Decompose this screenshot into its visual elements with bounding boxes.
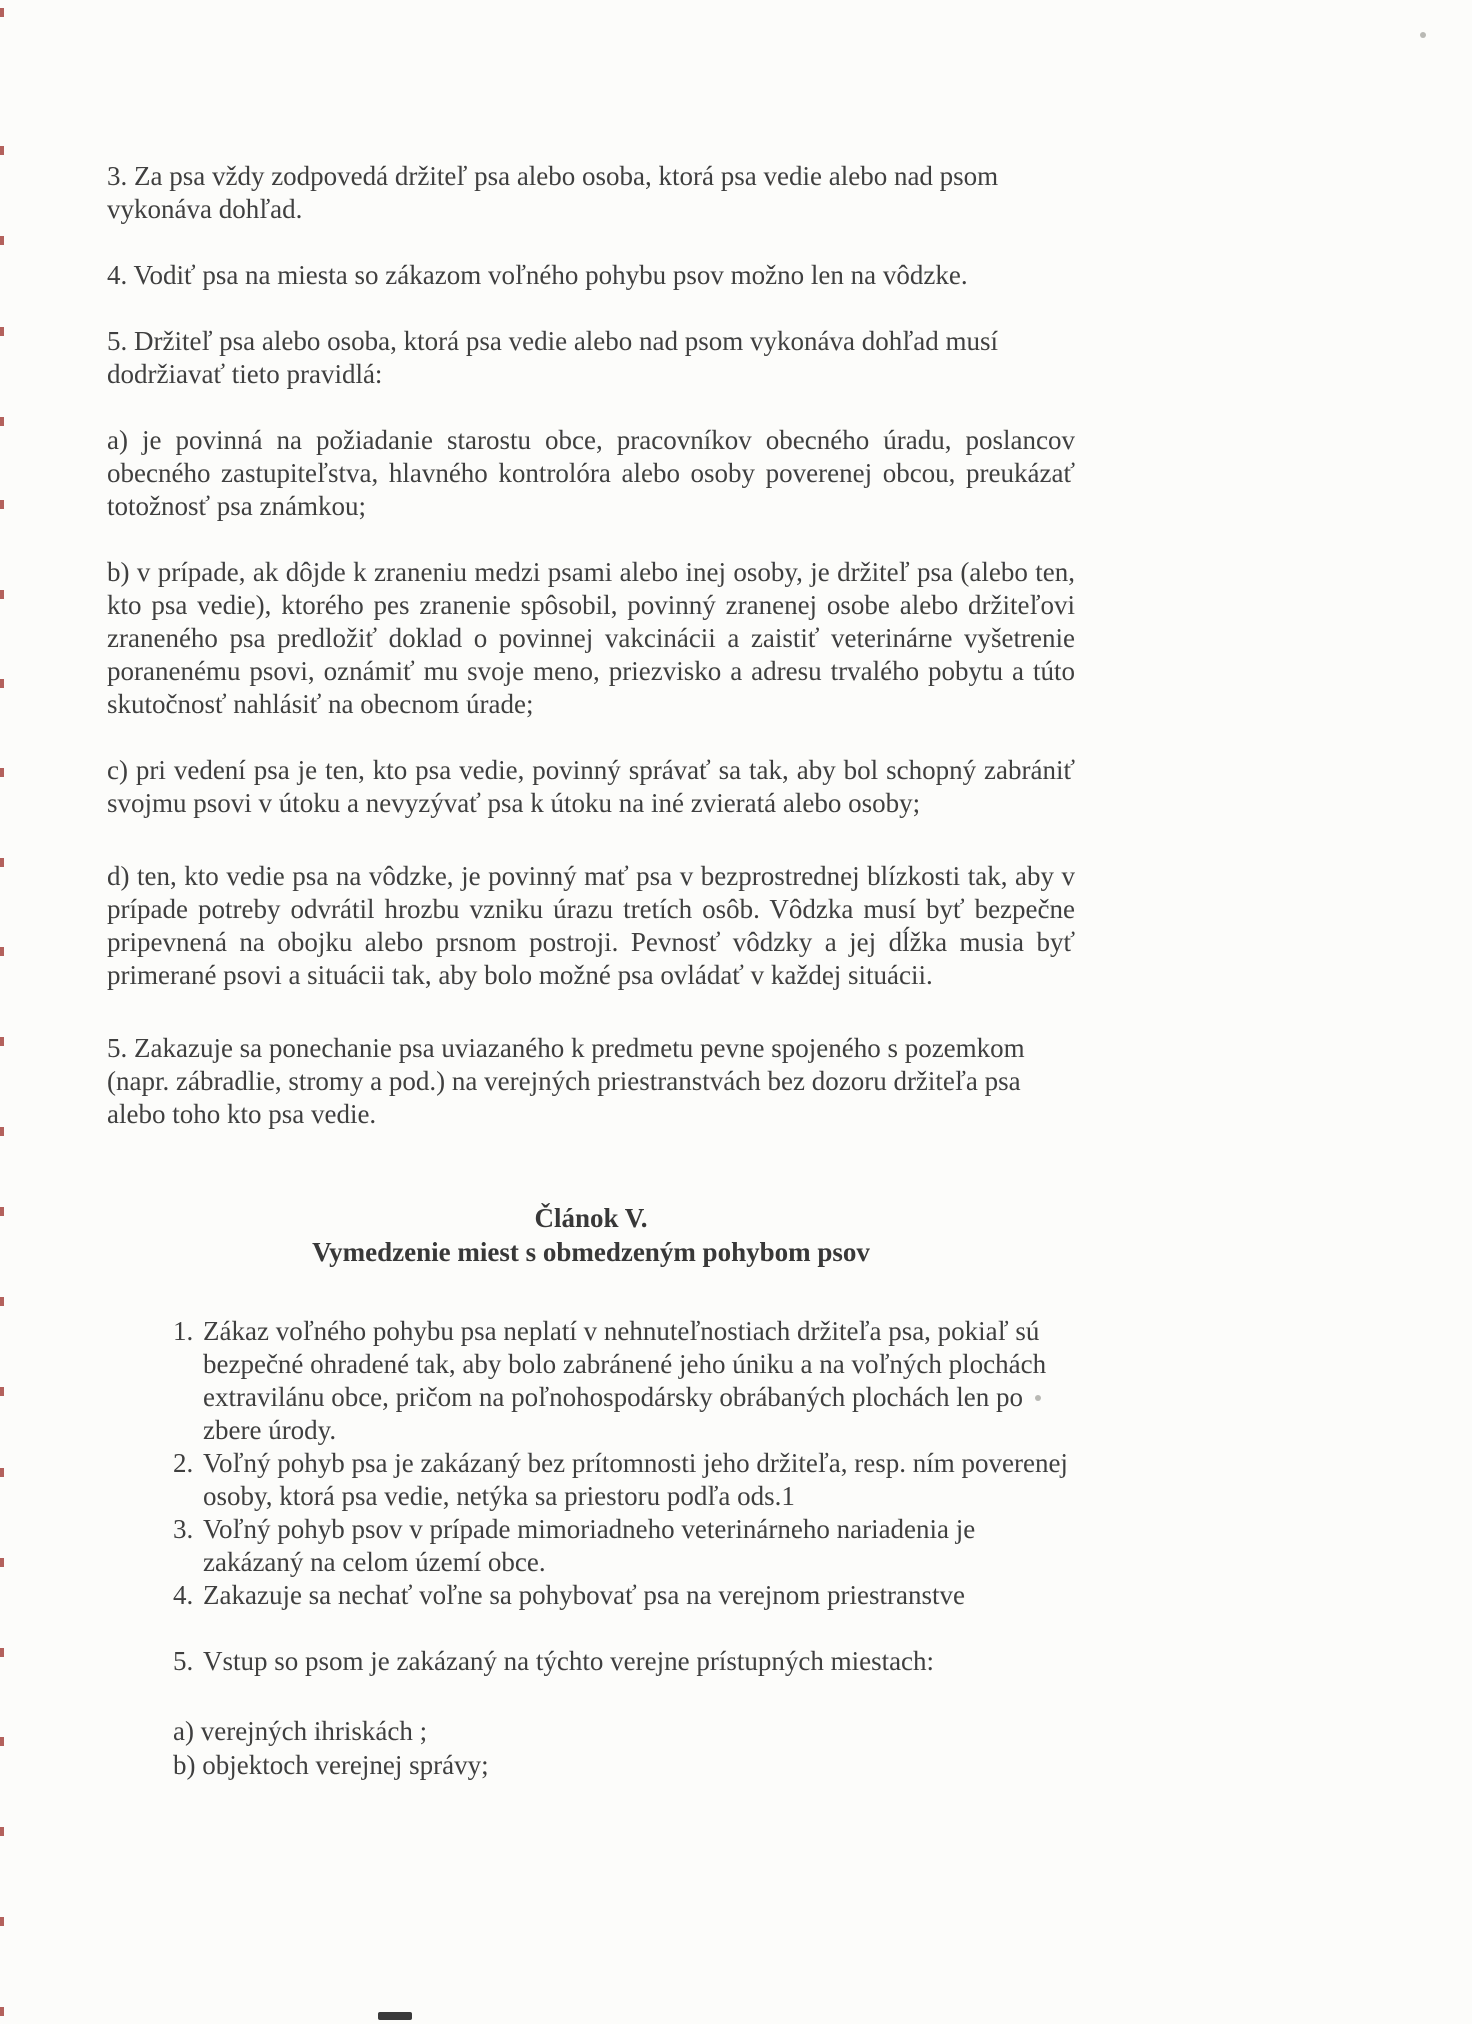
paragraph-rule-d: d) ten, kto vedie psa na vôdzke, je povinný mať psa v bezprostrednej blízkosti tak, aby v prípade potreby odvrátil hrozbu vzniku úrazu tretích osôb. Vôdzka musí byť bezpečne pripevnená na obojku alebo prsnom postroji. Pevnosť vôdzky a jej dĺžka musia byť primerané psovi a situácii tak, aby bolo možné psa ovládať v každej situácii. <box>107 861 1075 990</box>
scan-edge-artifact <box>0 417 4 426</box>
list-item-5 <box>173 1645 1075 1678</box>
scan-edge-artifact <box>0 500 4 509</box>
scan-speck-artifact <box>1420 32 1426 38</box>
scan-edge-artifact <box>0 590 4 599</box>
paragraph-rule-a: a) je povinná na požiadanie starostu obce, pracovníkov obecného úradu, poslancov obecného zastupiteľstva, hlavného kontrolóra alebo osoby poverenej obcou, preukázať totožnosť psa známkou; <box>107 425 1075 521</box>
scan-edge-artifact <box>0 1127 4 1136</box>
scan-edge-artifact <box>0 947 4 956</box>
list-item-number: 2. <box>173 1448 194 1478</box>
scan-edge-artifact <box>0 327 4 336</box>
list-item-4 <box>173 1579 1075 1612</box>
article-heading <box>107 1201 1075 1269</box>
scan-edge-artifact <box>0 1387 4 1396</box>
list-item-2 <box>173 1447 1075 1513</box>
list-item-text: Vstup so psom je zakázaný na týchto verejne prístupných miestach: <box>203 1646 935 1676</box>
document-text-block <box>107 160 1075 1782</box>
list-item-text: Voľný pohyb psov v prípade mimoriadneho veterinárneho nariadenia je zakázaný na celom území obce. <box>203 1514 976 1577</box>
scan-edge-artifact <box>0 1037 4 1046</box>
sub-item-a: a) verejných ihriskách ; <box>173 1716 428 1746</box>
list-item-number: 4. <box>173 1580 194 1610</box>
scan-edge-artifact <box>0 1737 4 1746</box>
paragraph-3: 3. Za psa vždy zodpovedá držiteľ psa alebo osoba, ktorá psa vedie alebo nad psom vykonáva dohľad. <box>107 161 999 224</box>
scan-edge-artifact <box>0 858 4 867</box>
list-item-number: 1. <box>173 1316 194 1346</box>
scan-edge-artifact <box>0 1297 4 1306</box>
scan-edge-artifact <box>0 8 4 17</box>
scan-edge-artifact <box>0 1827 4 1836</box>
sub-item-list <box>173 1714 1075 1782</box>
scan-edge-artifact <box>0 1917 4 1926</box>
paragraph-5-prohibition: 5. Zakazuje sa ponechanie psa uviazaného k predmetu pevne spojeného s pozemkom (napr. zábradlie, stromy a pod.) na verejných priestranstvách bez dozoru držiteľa psa alebo toho kto psa vedie. <box>107 1033 1025 1129</box>
scan-edge-artifact <box>0 236 4 245</box>
scan-speck-artifact <box>1035 1395 1041 1401</box>
list-item-1 <box>173 1315 1075 1447</box>
scan-edge-artifact <box>0 1468 4 1477</box>
list-item-number: 5. <box>173 1646 194 1676</box>
list-item-text: Zakazuje sa nechať voľne sa pohybovať psa na verejnom priestranstve <box>203 1580 966 1610</box>
paragraph-rule-c: c) pri vedení psa je ten, kto psa vedie, povinný správať sa tak, aby bol schopný zabrániť svojmu psovi v útoku a nevyzývať psa k útoku na iné zvieratá alebo osoby; <box>107 755 1075 818</box>
scan-edge-artifact <box>0 146 4 155</box>
list-item-text: Zákaz voľného pohybu psa neplatí v nehnuteľnostiach držiteľa psa, pokiaľ sú bezpečné ohradené tak, aby bolo zabránené jeho úniku a na voľných plochách extravilánu obce, pričom na poľnohospodársky obrábaných plochách len po zbere úrody. <box>203 1316 1047 1445</box>
scan-edge-artifact <box>0 1648 4 1657</box>
list-item-3 <box>173 1513 1075 1579</box>
article-subtitle: Vymedzenie miest s obmedzeným pohybom psov <box>312 1237 870 1267</box>
scan-edge-artifact <box>0 2007 4 2016</box>
sub-item-b: b) objektoch verejnej správy; <box>173 1750 489 1780</box>
list-item-text: Voľný pohyb psa je zakázaný bez prítomnosti jeho držiteľa, resp. ním poverenej osoby, ktorá psa vedie, netýka sa priestoru podľa ods.1 <box>203 1448 1068 1511</box>
paragraph-rule-b: b) v prípade, ak dôjde k zraneniu medzi psami alebo inej osoby, je držiteľ psa (alebo ten, kto psa vedie), ktorého pes zranenie spôsobil, povinný zranenej osobe alebo držiteľovi zraneného psa predložiť doklad o povinnej vakcinácii a zaistiť veterinárne vyšetrenie poranenému psovi, oznámiť mu svoje meno, priezvisko a adresu trvalého pobytu a túto skutočnosť nahlásiť na obecnom úrade; <box>107 557 1075 719</box>
scan-edge-artifact <box>0 1558 4 1567</box>
scan-edge-artifact <box>0 768 4 777</box>
paragraph-4: 4. Vodiť psa na miesta so zákazom voľného pohybu psov možno len na vôdzke. <box>107 260 968 290</box>
numbered-list <box>173 1315 1075 1678</box>
scan-edge-artifact <box>0 1207 4 1216</box>
list-item-number: 3. <box>173 1514 194 1544</box>
paragraph-5-intro: 5. Držiteľ psa alebo osoba, ktorá psa vedie alebo nad psom vykonáva dohľad musí dodržiavať tieto pravidlá: <box>107 326 998 389</box>
scan-edge-artifact <box>0 679 4 688</box>
scan-bottom-mark-artifact <box>378 2012 412 2020</box>
article-title: Článok V. <box>534 1203 648 1233</box>
